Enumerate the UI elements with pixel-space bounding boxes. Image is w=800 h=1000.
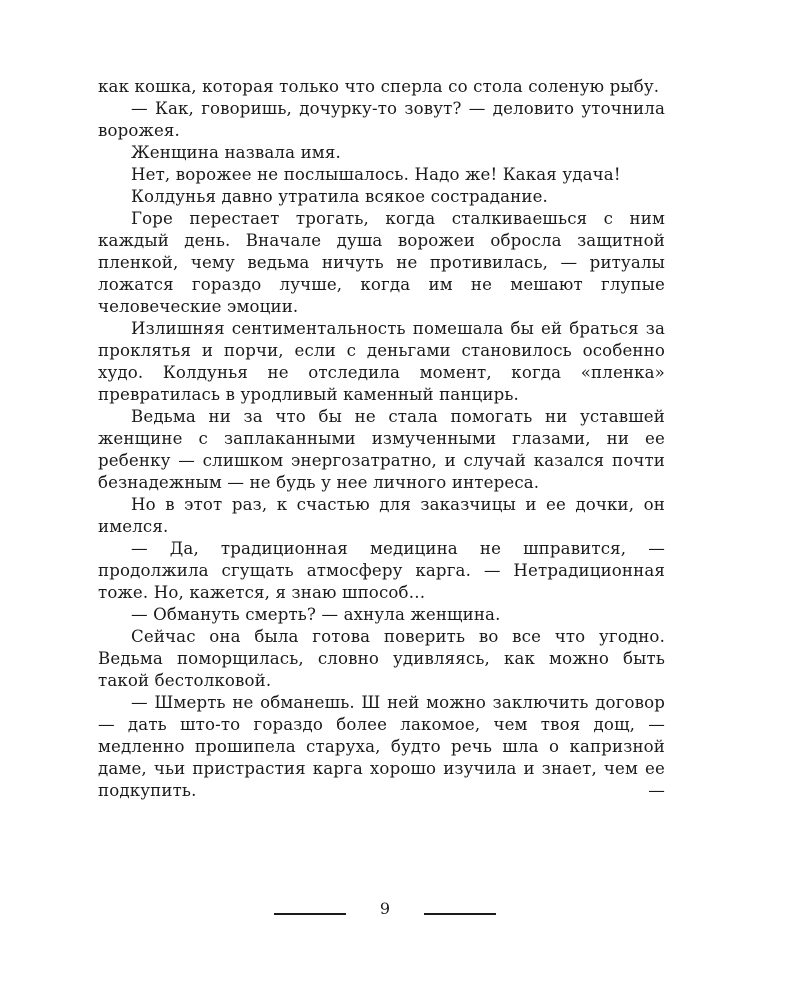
paragraph-4: Нет, ворожее не послышалось. Надо же! Какая удача! [131,165,621,184]
paragraph-6: Горе перестает трогать, когда сталкиваешься с ним каждый день. Вначале душа ворожеи обросла защитной пленкой, чему ведьма ничуть не противилась, — ритуалы ложатся гораздо лучше, когда им не мешают глупые человеческие эмоции. [98,209,665,316]
footer-rule-right [424,913,496,915]
paragraph-2: — Как, говоришь, дочурку-то зовут? — деловито уточнила ворожея. [98,99,665,140]
paragraph-11: — Обмануть смерть? — ахнула женщина. [131,605,501,624]
page-footer [0,898,800,928]
paragraph-7: Излишняя сентиментальность помешала бы ей браться за проклятья и порчи, если с деньгами становилось особенно худо. Колдунья не отследила момент, когда «пленка» превратилась в уродливый каменный панцирь. [98,319,665,404]
paragraph-10: — Да, традиционная медицина не шправится, — продолжила сгущать атмосферу карга. — Нетрадиционная тоже. Но, кажется, я знаю шпособ… [98,539,665,602]
paragraph-13: — Шмерть не обманешь. Ш ней можно заключить договор — дать што-то гораздо более лакомое, чем твоя дощ, — медленно прошипела старуха, будто речь шла о капризной даме, чьи пристрастия карга хорошо изучила и знает, чем ее подкупить. — [98,693,665,800]
paragraph-9: Но в этот раз, к счастью для заказчицы и ее дочки, он имелся. [98,495,665,536]
page-number: 9 [379,899,391,918]
paragraph-8: Ведьма ни за что бы не стала помогать ни уставшей женщине с заплаканными измученными глазами, ни ее ребенку — слишком энергозатратно, и случай казался почти безнадежным — не будь у нее личного интереса. [98,407,665,492]
paragraph-12: Сейчас она была готова поверить во все что угодно. Ведьма поморщилась, словно удивляясь, как можно быть такой бестолковой. [98,627,665,690]
paragraph-1: как кошка, которая только что сперла со стола соленую рыбу. [98,77,660,96]
body-text [98,76,665,802]
footer-rule-left [274,913,346,915]
paragraph-3: Женщина назвала имя. [131,143,341,162]
paragraph-5: Колдунья давно утратила всякое сострадание. [131,187,548,206]
